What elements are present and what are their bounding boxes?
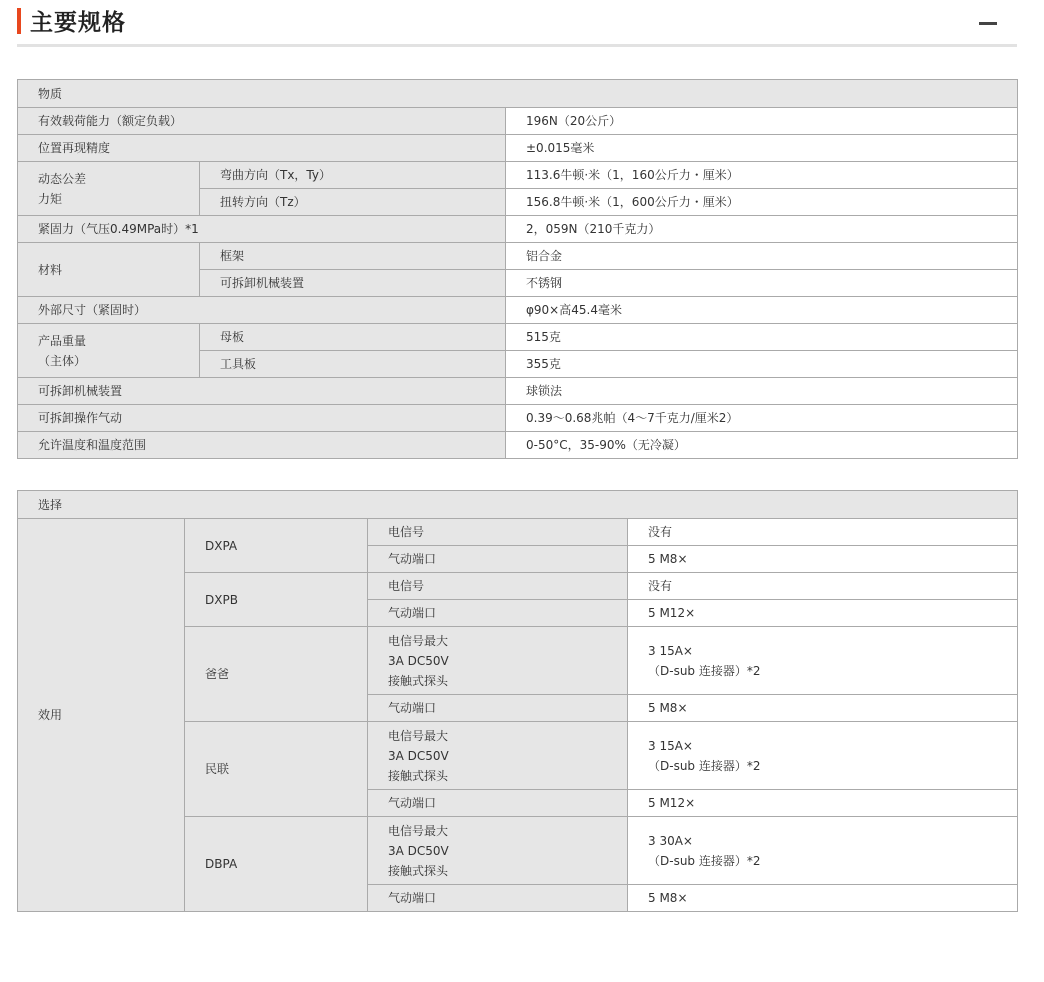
spec-sublabel: 母板 bbox=[200, 324, 506, 351]
option-value: 3 30A× （D-sub 连接器）*2 bbox=[628, 817, 1018, 885]
spec-value: 不锈钢 bbox=[506, 270, 1018, 297]
spec-value: 515克 bbox=[506, 324, 1018, 351]
section-title: 选择 bbox=[18, 491, 1018, 519]
spec-value: 2，059N（210千克力） bbox=[506, 216, 1018, 243]
spec-value: ±0.015毫米 bbox=[506, 135, 1018, 162]
group-label: 效用 bbox=[18, 519, 185, 912]
option-value: 5 M8× bbox=[628, 885, 1018, 912]
spec-label: 可拆卸操作气动 bbox=[18, 405, 506, 432]
option-value: 没有 bbox=[628, 573, 1018, 600]
spec-label: 动态公差 力矩 bbox=[18, 162, 200, 216]
section-header bbox=[17, 0, 1017, 48]
spec-sublabel: 扭转方向（Tz） bbox=[200, 189, 506, 216]
spec-value: 156.8牛顿·米（1，600公斤力・厘米） bbox=[506, 189, 1018, 216]
option-item: 气动端口 bbox=[368, 695, 628, 722]
table-row bbox=[18, 491, 1018, 519]
option-item: 气动端口 bbox=[368, 600, 628, 627]
spec-sublabel: 弯曲方向（Tx，Ty） bbox=[200, 162, 506, 189]
page-title: 主要规格 bbox=[30, 10, 126, 36]
option-item: 电信号 bbox=[368, 519, 628, 546]
table-row bbox=[18, 297, 1018, 324]
spec-sublabel: 可拆卸机械装置 bbox=[200, 270, 506, 297]
option-value: 5 M8× bbox=[628, 546, 1018, 573]
options-table bbox=[17, 490, 1018, 912]
model-name: 爸爸 bbox=[185, 627, 368, 722]
table-row bbox=[18, 432, 1018, 459]
table-row bbox=[18, 216, 1018, 243]
spec-value: φ90×高45.4毫米 bbox=[506, 297, 1018, 324]
table-row bbox=[18, 519, 1018, 546]
spec-label: 可拆卸机械装置 bbox=[18, 378, 506, 405]
spec-value: 196N（20公斤） bbox=[506, 108, 1018, 135]
table-row bbox=[18, 324, 1018, 351]
option-item: 气动端口 bbox=[368, 790, 628, 817]
spec-label: 位置再现精度 bbox=[18, 135, 506, 162]
header-divider bbox=[17, 44, 1017, 47]
model-name: DBPA bbox=[185, 817, 368, 912]
spec-label: 紧固力（气压0.49MPa时）*1 bbox=[18, 216, 506, 243]
spec-label: 允许温度和温度范围 bbox=[18, 432, 506, 459]
option-value: 3 15A× （D-sub 连接器）*2 bbox=[628, 722, 1018, 790]
option-item: 电信号最大 3A DC50V 接触式探头 bbox=[368, 722, 628, 790]
option-item: 电信号最大 3A DC50V 接触式探头 bbox=[368, 817, 628, 885]
option-item: 气动端口 bbox=[368, 885, 628, 912]
spec-value: 0-50°C，35-90%（无冷凝） bbox=[506, 432, 1018, 459]
model-name: 民联 bbox=[185, 722, 368, 817]
option-item: 气动端口 bbox=[368, 546, 628, 573]
model-name: DXPA bbox=[185, 519, 368, 573]
option-item: 电信号最大 3A DC50V 接触式探头 bbox=[368, 627, 628, 695]
spec-value: 0.39～0.68兆帕（4～7千克力/厘米2） bbox=[506, 405, 1018, 432]
spec-value: 球锁法 bbox=[506, 378, 1018, 405]
spec-label: 材料 bbox=[18, 243, 200, 297]
spec-sublabel: 工具板 bbox=[200, 351, 506, 378]
section-title: 物质 bbox=[18, 80, 1018, 108]
minus-icon[interactable] bbox=[979, 22, 997, 25]
spec-value: 355克 bbox=[506, 351, 1018, 378]
table-row bbox=[18, 405, 1018, 432]
table-row bbox=[18, 80, 1018, 108]
spec-label: 产品重量 （主体） bbox=[18, 324, 200, 378]
spec-sublabel: 框架 bbox=[200, 243, 506, 270]
option-value: 没有 bbox=[628, 519, 1018, 546]
spec-label: 外部尺寸（紧固时） bbox=[18, 297, 506, 324]
option-item: 电信号 bbox=[368, 573, 628, 600]
table-row bbox=[18, 162, 1018, 189]
option-value: 5 M12× bbox=[628, 600, 1018, 627]
spec-value: 铝合金 bbox=[506, 243, 1018, 270]
table-row bbox=[18, 243, 1018, 270]
title-accent-bar bbox=[17, 8, 21, 34]
option-value: 5 M12× bbox=[628, 790, 1018, 817]
model-name: DXPB bbox=[185, 573, 368, 627]
spec-label: 有效载荷能力（额定负载） bbox=[18, 108, 506, 135]
table-row bbox=[18, 135, 1018, 162]
option-value: 3 15A× （D-sub 连接器）*2 bbox=[628, 627, 1018, 695]
table-row bbox=[18, 108, 1018, 135]
spec-table bbox=[17, 79, 1018, 459]
spec-value: 113.6牛顿·米（1，160公斤力・厘米） bbox=[506, 162, 1018, 189]
table-row bbox=[18, 378, 1018, 405]
option-value: 5 M8× bbox=[628, 695, 1018, 722]
